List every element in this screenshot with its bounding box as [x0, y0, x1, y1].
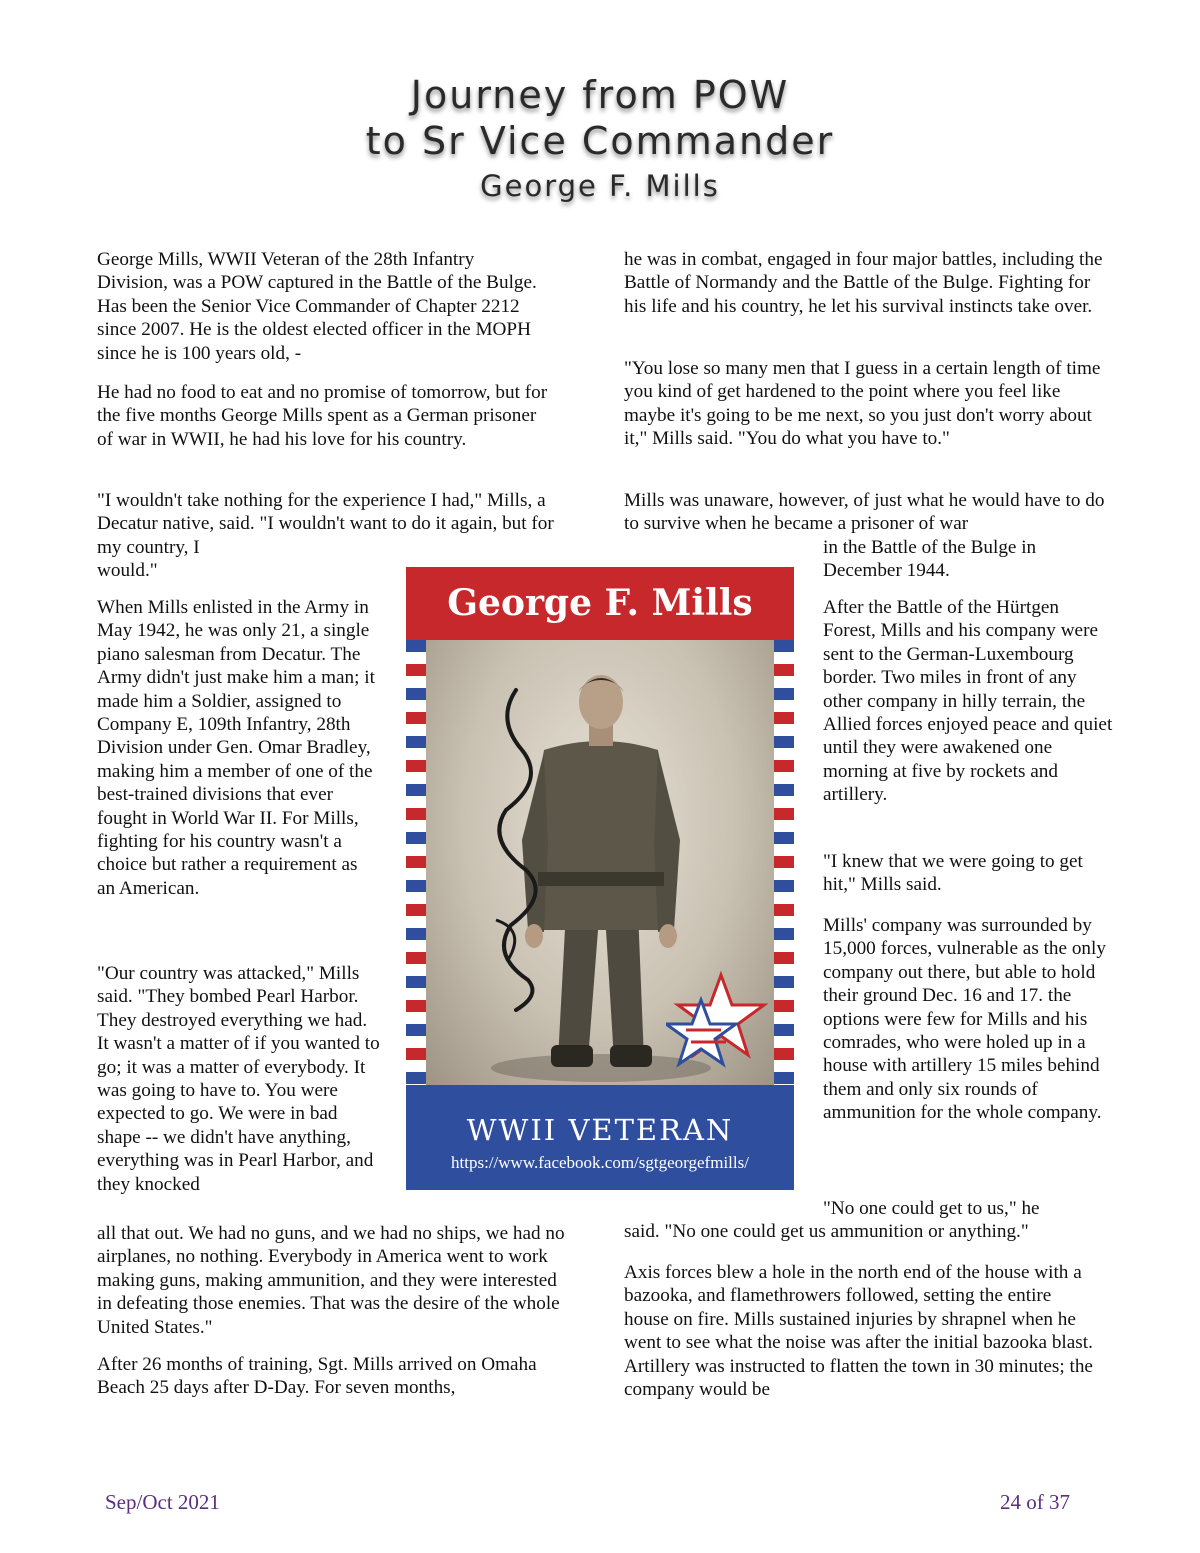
card-name: George F. Mills [447, 582, 753, 624]
paragraph-enlisted: When Mills enlisted in the Army in May 1942, he was only 21, a single piano salesman from Decatur. The Army didn't just make him a man; it made him a Soldier, assigned to Company E, 109th Infantry, 28th Division under Gen. Omar Bradley, making him a member of one of the best-trained divisions that ever fought in World War II. For Mills, fighting for his country wasn't a choice but rather a requirement as an American. [97, 597, 375, 899]
soldier-portrait [426, 640, 774, 1085]
page-title-line-2: to Sr Vice Commander [365, 119, 835, 163]
paragraph-training: After 26 months of training, Sgt. Mills arrived on Omaha Beach 25 days after D-Day. For seven months, [97, 1354, 537, 1399]
paragraph-no-one: "No one could get to us," he [823, 1198, 1040, 1219]
footer-issue: Sep/Oct 2021 [105, 1490, 220, 1514]
card-veteran-banner [406, 1085, 794, 1190]
paragraph-knew: "I knew that we were going to get hit," Mills said. [823, 851, 1083, 896]
paragraph-experience-end: would." [97, 560, 158, 581]
card-name-banner [406, 567, 794, 640]
veteran-label: WWII VETERAN [466, 1113, 734, 1147]
paragraph-experience: "I wouldn't take nothing for the experience I had," Mills, a Decatur native, said. "I wouldn't want to do it again, but for my country, I [97, 490, 554, 558]
paragraph-unaware-end: in the Battle of the Bulge in December 1944. [823, 537, 1037, 582]
paragraph-attacked-end: all that out. We had no guns, and we had no ships, we had no airplanes, no nothing. Everybody in America went to work making guns, making ammunition, and they were interested in defeating those enemies. That was the desire of the whole United States." [97, 1223, 565, 1338]
paragraph-surrounded: Mills' company was surrounded by 15,000 forces, vulnerable as the only company out there, but able to hold their ground Dec. 16 and 17. the options were few for Mills and his comrades, who were holed up in a house with artillery 15 miles behind them and only six rounds of ammunition for the whole company. [823, 915, 1106, 1124]
paragraph-no-one-end: said. "No one could get us ammunition or anything." [624, 1221, 1029, 1242]
page-subtitle: George F. Mills [480, 169, 720, 203]
title-block [0, 72, 1200, 206]
paragraph-combat: he was in combat, engaged in four major battles, including the Battle of Normandy and the Battle of the Bulge. Fighting for his life and his country, he let his survival instincts take over. [624, 249, 1103, 317]
paragraph-no-food: He had no food to eat and no promise of tomorrow, but for the five months George Mills spent as a German prisoner of war in WWII, he had his love for his country. [97, 382, 548, 450]
footer-page-number: 24 of 37 [1000, 1490, 1070, 1514]
photo-card [406, 567, 794, 1190]
flag-stripes-left [406, 640, 426, 1085]
facebook-link[interactable]: https://www.facebook.com/sgtgeorgefmills/ [451, 1153, 749, 1172]
paragraph-unaware: Mills was unaware, however, of just what he would have to do to survive when he became a prisoner of war [624, 490, 1105, 535]
paragraph-intro: George Mills, WWII Veteran of the 28th Infantry Division, was a POW captured in the Battle of the Bulge. Has been the Senior Vice Commander of Chapter 2212 since 2007. He is the oldest elected officer in the MOPH since he is 100 years old, - [97, 249, 537, 364]
flag-stars-icon [666, 970, 774, 1070]
paragraph-lose-men: "You lose so many men that I guess in a certain length of time you kind of get hardened to the point where you feel like maybe it's going to be me next, so you just don't worry about it," Mills said. "You do what you have to." [624, 358, 1101, 450]
paragraph-attacked: "Our country was attacked," Mills said. "They bombed Pearl Harbor. They destroyed everything we had. It wasn't a matter of if you wanted to go; it was a matter of everybody. It was going to have to. You were expected to go. We were in bad shape -- we didn't have anything, everything was in Pearl Harbor, and they knocked [97, 963, 380, 1195]
paragraph-hurtgen: After the Battle of the Hürtgen Forest, Mills and his company were sent to the German-Luxembourg border. Two miles in front of any other company in hilly terrain, the Allied forces enjoyed peace and quiet until they were awakened one morning at five by rockets and artillery. [823, 597, 1113, 806]
paragraph-axis-forces: Axis forces blew a hole in the north end of the house with a bazooka, and flamethrowers followed, setting the entire house on fire. Mills sustained injuries by shrapnel when he went to see what the noise was after the initial bazooka blast. Artillery was instructed to flatten the town in 30 minutes; the company would be [624, 1262, 1093, 1401]
flag-stripes-right [774, 640, 794, 1085]
page-title-line-1: Journey from POW [410, 73, 790, 117]
signature [456, 680, 576, 1020]
